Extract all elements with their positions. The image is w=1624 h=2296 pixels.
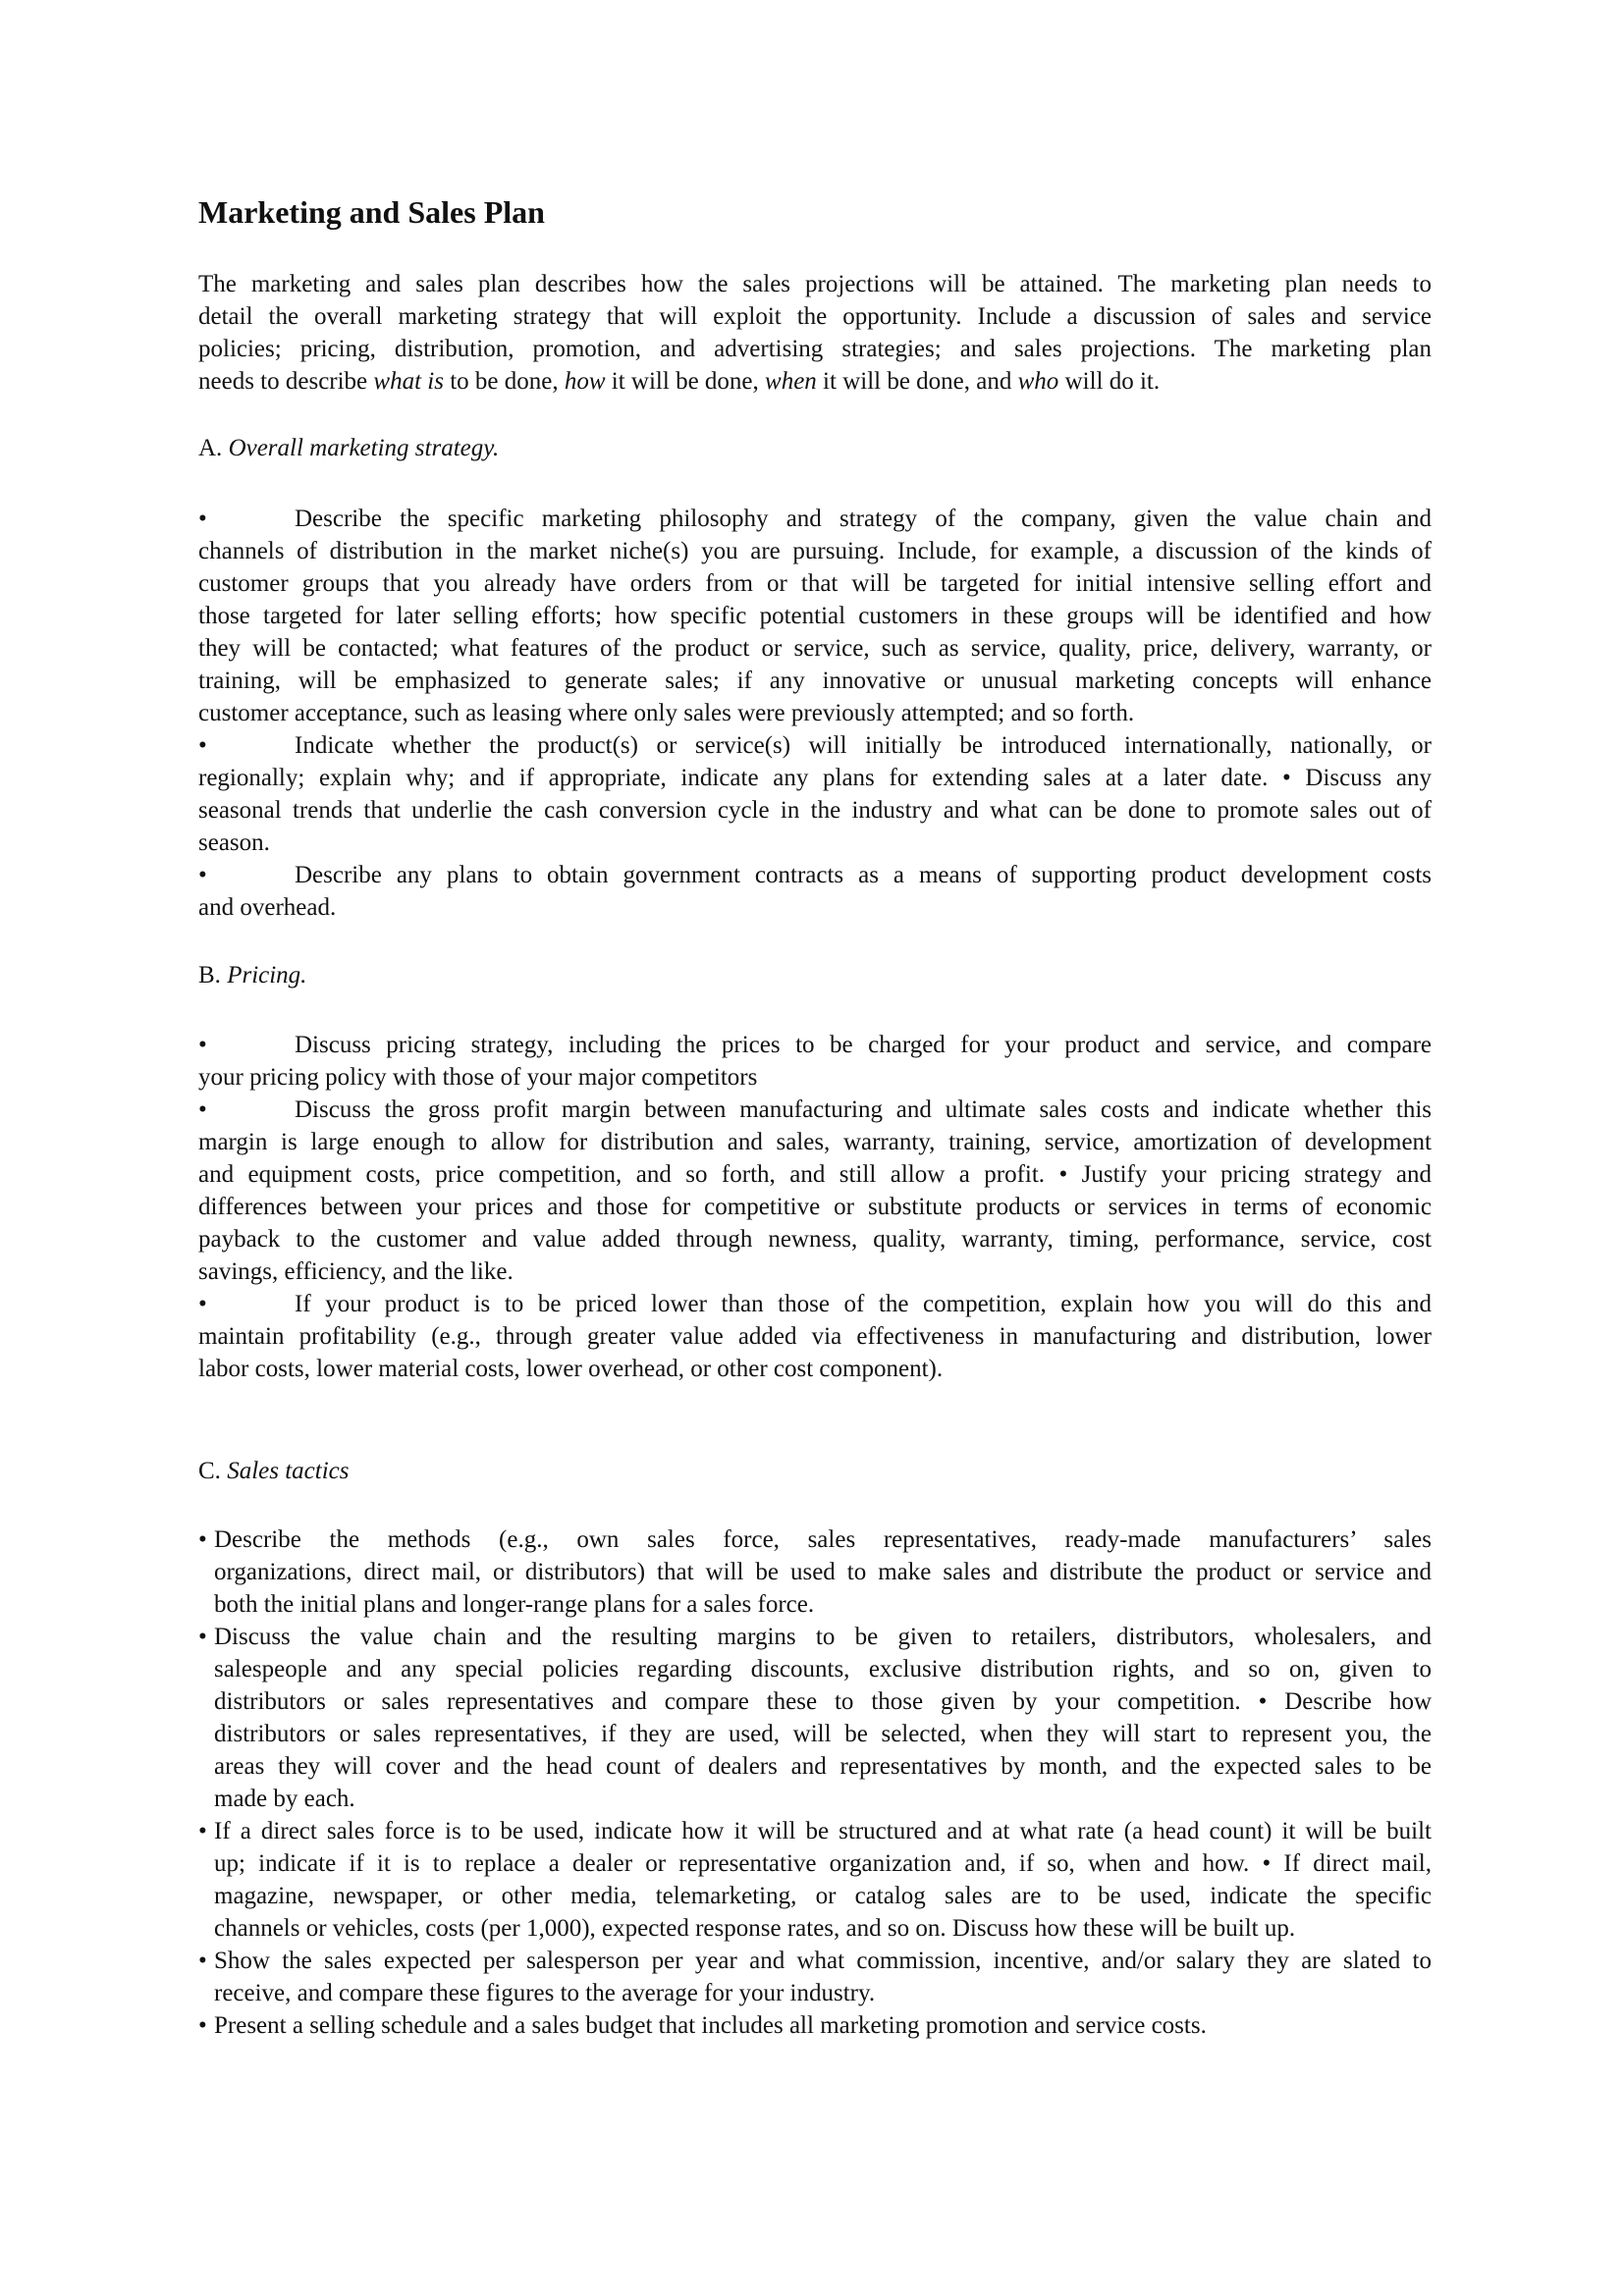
line: distributors or sales representatives and compare these to those given by your competition. • Describe how [214, 1688, 1432, 1715]
line: made by each. [214, 1786, 355, 1812]
line: and equipment costs, price competition, and so forth, and still allow a profit. • Justify your pricing strategy and [198, 1161, 1432, 1188]
bullet-icon: • [198, 1291, 207, 1317]
line: seasonal trends that underlie the cash conversion cycle in the industry and what can be done to promote sales out of [198, 797, 1432, 824]
line: customer groups that you already have orders from or that will be targeted for initial intensive selling effort and [198, 570, 1432, 597]
line: and overhead. [198, 894, 337, 921]
line: receive, and compare these figures to the average for your industry. [214, 1980, 876, 2006]
intro-line-last [198, 365, 1432, 398]
line: regionally; explain why; and if appropriate, indicate any plans for extending sales at a later date. • Discuss any [198, 765, 1432, 791]
bullet-item [198, 859, 1432, 891]
text-run: it will be done, and [816, 368, 1018, 395]
section-letter: A. [198, 435, 223, 461]
bullet-item [198, 1621, 1432, 1653]
section-title: Sales tactics [227, 1458, 350, 1484]
bullet-icon: • [198, 1032, 207, 1058]
bullet-icon: • [198, 1948, 207, 1974]
bullet-icon: • [198, 1096, 207, 1123]
intro-line: policies; pricing, distribution, promotion, and advertising strategies; and sales projections. The marketing plan [198, 336, 1432, 362]
intro-line: The marketing and sales plan describes how the sales projections will be attained. The marketing plan needs to [198, 271, 1432, 297]
emphasis-how: how [564, 368, 606, 395]
section-c-heading [198, 1455, 349, 1487]
line: labor costs, lower material costs, lower overhead, or other cost component). [198, 1356, 944, 1382]
line: both the initial plans and longer-range plans for a sales force. [214, 1591, 815, 1618]
bullet-icon: • [198, 506, 207, 532]
section-letter: C. [198, 1458, 221, 1484]
bullet-item [198, 2009, 1432, 2042]
section-b-heading [198, 959, 306, 991]
line: those targeted for later selling efforts; how specific potential customers in these groups will be identified and how [198, 603, 1432, 629]
line: training, will be emphasized to generate sales; if any innovative or unusual marketing concepts will enhance [198, 667, 1432, 694]
line: differences between your prices and those for competitive or substitute products or services in terms of economic [198, 1194, 1432, 1220]
line-text: Describe the specific marketing philosophy and strategy of the company, given the value chain and [295, 506, 1432, 532]
emphasis-what-is: what is [373, 368, 444, 395]
emphasis-when: when [765, 368, 817, 395]
line-text: Discuss the value chain and the resulting margins to be given to retailers, distributors, wholesalers, and [214, 1624, 1432, 1650]
bullet-icon: • [198, 2012, 207, 2039]
bullet-item [198, 1288, 1432, 1320]
bullet-item [198, 1945, 1432, 1977]
line: organizations, direct mail, or distributors) that will be used to make sales and distribute the product or service and [214, 1559, 1432, 1585]
line-text: Present a selling schedule and a sales budget that includes all marketing promotion and service costs. [214, 2012, 1207, 2039]
bullet-icon: • [198, 1818, 207, 1844]
line: channels of distribution in the market niche(s) you are pursuing. Include, for example, a discussion of the kinds of [198, 538, 1432, 564]
line: they will be contacted; what features of the product or service, such as service, quality, price, delivery, warranty, or [198, 635, 1432, 662]
bullet-item [198, 1815, 1432, 1847]
section-a-heading [198, 432, 499, 464]
text-run: it will be done, [605, 368, 766, 395]
line-text: If a direct sales force is to be used, indicate how it will be structured and at what rate (a head count) it will be built [214, 1818, 1432, 1844]
text-run: will do it. [1058, 368, 1161, 395]
line: season. [198, 829, 270, 856]
line-text: Indicate whether the product(s) or service(s) will initially be introduced internationally, nationally, or [295, 732, 1432, 759]
line: areas they will cover and the head count of dealers and representatives by month, and the expected sales to be [214, 1753, 1432, 1780]
bullet-item [198, 503, 1432, 535]
line-text: Describe any plans to obtain government contracts as a means of supporting product development costs [295, 862, 1432, 888]
text-run: needs to describe [198, 368, 374, 395]
text-run: to be done, [443, 368, 565, 395]
intro-line: detail the overall marketing strategy that will exploit the opportunity. Include a discussion of sales and service [198, 303, 1432, 330]
section-letter: B. [198, 962, 221, 988]
line: maintain profitability (e.g., through greater value added via effectiveness in manufacturing and distribution, lower [198, 1323, 1432, 1350]
line-text: Describe the methods (e.g., own sales force, sales representatives, ready-made manufacturers’ sales [214, 1526, 1432, 1553]
line: savings, efficiency, and the like. [198, 1258, 514, 1285]
bullet-item [198, 1523, 1432, 1556]
bullet-item [198, 729, 1432, 762]
line-text: Discuss pricing strategy, including the prices to be charged for your product and service, and compare [295, 1032, 1432, 1058]
bullet-icon: • [198, 862, 207, 888]
line: salespeople and any special policies regarding discounts, exclusive distribution rights, and so on, given to [214, 1656, 1432, 1682]
bullet-icon: • [198, 732, 207, 759]
line: customer acceptance, such as leasing where only sales were previously attempted; and so forth. [198, 700, 1135, 726]
bullet-icon: • [198, 1526, 207, 1553]
bullet-icon: • [198, 1624, 207, 1650]
line: up; indicate if it is to replace a dealer or representative organization and, if so, when and how. • If direct mail, [214, 1850, 1432, 1877]
bullet-item [198, 1094, 1432, 1126]
line: channels or vehicles, costs (per 1,000), expected response rates, and so on. Discuss how these will be built up. [214, 1915, 1296, 1942]
emphasis-who: who [1017, 368, 1059, 395]
page-title: Marketing and Sales Plan [198, 194, 545, 230]
line-text: Show the sales expected per salesperson per year and what commission, incentive, and/or salary they are slated to [214, 1948, 1432, 1974]
line: distributors or sales representatives, if they are used, will be selected, when they will start to represent you, the [214, 1721, 1432, 1747]
line: margin is large enough to allow for distribution and sales, warranty, training, service, amortization of development [198, 1129, 1432, 1155]
section-title: Overall marketing strategy. [228, 435, 500, 461]
line: magazine, newspaper, or other media, telemarketing, or catalog sales are to be used, indicate the specific [214, 1883, 1432, 1909]
bullet-item [198, 1029, 1432, 1061]
line: payback to the customer and value added through newness, quality, warranty, timing, performance, service, cost [198, 1226, 1432, 1253]
line: your pricing policy with those of your major competitors [198, 1064, 758, 1091]
line-text: Discuss the gross profit margin between manufacturing and ultimate sales costs and indicate whether this [295, 1096, 1432, 1123]
section-title: Pricing. [227, 962, 307, 988]
line-text: If your product is to be priced lower than those of the competition, explain how you will do this and [295, 1291, 1432, 1317]
